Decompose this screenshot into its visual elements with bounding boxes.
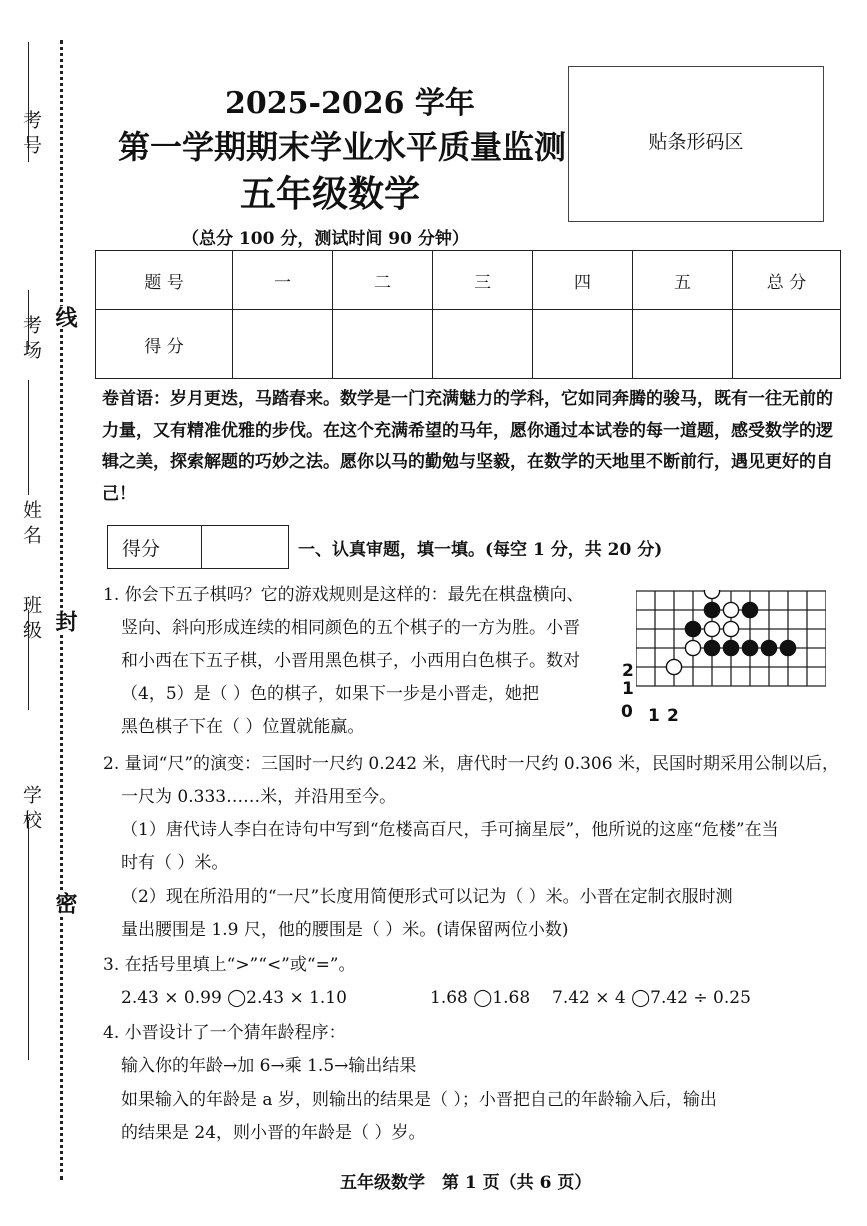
q2-line: （1）唐代诗人李白在诗句中写到“危楼高百尺，手可摘星辰”，他所说的这座“危楼”在当 (121, 820, 779, 840)
barcode-label: 贴条形码区 (648, 131, 744, 153)
score-table-header: 一 (233, 251, 333, 310)
seal-char-secret: 密 (50, 892, 81, 914)
preface-text: 卷首语：岁月更迭，马踏春来。数学是一门充满魅力的学科，它如同奔腾的骏马，既有一往无前的力量，又有精准优雅的步伐。在这个充满希望的马年，愿你通过本试卷的每一道题，感受数学的逻辑之美，探索解题的巧妙之法。愿你以马的勤勉与坚毅，在数学的天地里不断前行，遇见更好的自己！ (102, 389, 833, 504)
black-stone (704, 602, 719, 617)
score-table-header: 题 号 (96, 251, 233, 310)
q2-line: （2）现在所沿用的“一尺”长度用简便形式可以记为（ ）米。小晋在定制衣服时测 (121, 887, 733, 907)
q1-line: 竖向、斜向形成连续的相同颜色的五个棋子的一方为胜。小晋 (121, 618, 580, 638)
q1-line: 黑色棋子下在（ ）位置就能赢。 (121, 717, 365, 737)
black-stone (761, 640, 776, 655)
section-score-label: 得分 (108, 526, 202, 568)
q4-line: 输入你的年龄→加 6→乘 1.5→输出结果 (121, 1056, 417, 1076)
score-cell (733, 310, 841, 379)
section-title: 一、认真审题，填一填。(每空 1 分，共 20 分) (298, 540, 663, 560)
margin-label-class: 班级 (20, 595, 42, 645)
q4-line: 4. 小晋设计了一个猜年龄程序： (103, 1023, 346, 1043)
white-stone (723, 621, 738, 636)
exam-name: 第一学期期末学业水平质量监测 (118, 128, 567, 166)
q1-line: 1. 你会下五子棋吗？它的游戏规则是这样的：最先在棋盘横向、 (103, 585, 584, 605)
score-table-header: 总 分 (733, 251, 841, 310)
axis-y-tick: 1 (622, 679, 634, 699)
axis-origin: 0 (621, 702, 633, 722)
white-stone (666, 659, 681, 674)
subject-title: 五年级数学 (240, 173, 421, 215)
score-cell (233, 310, 333, 379)
margin-label-school: 学校 (20, 785, 42, 835)
q1-line: （4，5）是（ ）色的棋子，如果下一步是小晋走，她把 (121, 684, 540, 704)
black-stone (742, 640, 757, 655)
margin-label-exam-number: 考号 (20, 110, 42, 160)
black-stone (704, 640, 719, 655)
go-board (636, 590, 826, 688)
q1-line: 和小西在下五子棋，小晋用黑色棋子，小西用白色棋子。数对 (121, 651, 580, 671)
margin-label-exam-room: 考场 (20, 315, 42, 365)
margin-line (28, 380, 29, 495)
score-cell (533, 310, 633, 379)
q3-item: 1.6̇8̇ ◯1.6̇8 (430, 988, 531, 1008)
axis-x-tick: 2 (667, 706, 679, 726)
score-table-header: 五 (633, 251, 733, 310)
score-table (95, 250, 841, 379)
score-cell (633, 310, 733, 379)
q4-line: 如果输入的年龄是 a 岁，则输出的结果是（ ）；小晋把自己的年龄输入后，输出 (121, 1090, 717, 1110)
white-stone (685, 640, 700, 655)
black-stone (723, 640, 738, 655)
q2-line: 量出腰围是 1.9 尺，他的腰围是（ ）米。(请保留两位小数) (121, 920, 569, 940)
axis-x-tick: 1 (648, 706, 660, 726)
black-stone (685, 621, 700, 636)
q3-item: 7.42 × 4 ◯7.42 ÷ 0.25 (552, 988, 751, 1008)
q2-line: 2. 量词“尺”的演变：三国时一尺约 0.242 米，唐代时一尺约 0.306 米，民国时期采用公制以后， (103, 754, 839, 774)
score-table-header: 四 (533, 251, 633, 310)
score-cell (433, 310, 533, 379)
margin-line (28, 820, 29, 1060)
score-table-header: 三 (433, 251, 533, 310)
score-table-header: 二 (333, 251, 433, 310)
score-row-label: 得 分 (96, 310, 233, 379)
q2-line: 一尺为 0.333……米，并沿用至今。 (121, 787, 397, 807)
black-stone (742, 602, 757, 617)
axis-y-tick: 2 (622, 661, 634, 681)
school-year: 2025-2026 学年 (225, 86, 475, 121)
margin-label-name: 姓名 (20, 500, 42, 550)
white-stone (704, 621, 719, 636)
seal-char-line: 线 (50, 306, 81, 328)
q3-stem: 3. 在括号里填上“>”“<”或“=”。 (103, 955, 356, 975)
seal-char-seal: 封 (50, 610, 81, 632)
black-stone (780, 640, 795, 655)
white-stone (704, 590, 719, 599)
q2-line: 时有（ ）米。 (121, 853, 229, 873)
barcode-area (568, 66, 824, 222)
white-stone (723, 602, 738, 617)
section-score-box (107, 525, 289, 569)
exam-info: （总分 100 分，测试时间 90 分钟） (182, 229, 469, 249)
page-footer: 五年级数学 第 1 页（共 6 页） (340, 1173, 592, 1193)
q3-item: 2.43 × 0.99 ◯2.43 × 1.10 (121, 988, 347, 1008)
score-cell (333, 310, 433, 379)
q4-line: 的结果是 24，则小晋的年龄是（ ）岁。 (121, 1123, 426, 1143)
